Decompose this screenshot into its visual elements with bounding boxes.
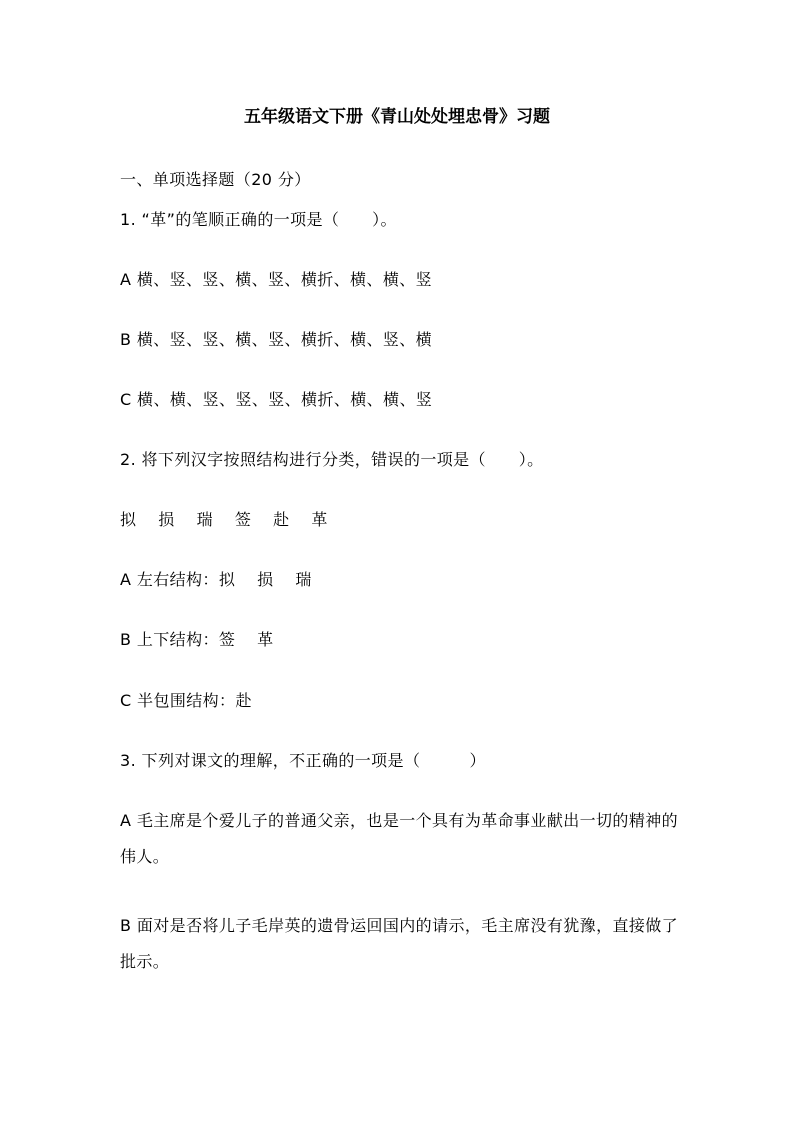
question-3-option-a: A 毛主席是个爱儿子的普通父亲，也是一个具有为革命事业献出一切的精神的伟人。 [120,811,679,866]
question-2-characters: 拟 损 瑞 签 赴 革 [120,510,328,529]
question-2-stem: 2. 将下列汉字按照结构进行分类，错误的一项是（ ）。 [120,450,544,469]
page-title: 五年级语文下册《青山处处埋忠骨》习题 [244,107,550,127]
question-2-option-a: A 左右结构：拟 损 瑞 [120,570,312,589]
question-1-option-c: C 横、横、竖、竖、竖、横折、横、横、竖 [120,390,433,409]
question-2-option-c: C 半包围结构：赴 [120,691,252,710]
question-1-option-b: B 横、竖、竖、横、竖、横折、横、竖、横 [120,330,433,349]
question-1-option-a: A 横、竖、竖、横、竖、横折、横、横、竖 [120,270,433,289]
question-1-stem: 1. “革”的笔顺正确的一项是（ ）。 [120,210,397,229]
section-heading: 一、单项选择题（20 分） [120,170,311,189]
question-2-option-b: B 上下结构：签 革 [120,630,274,649]
question-3-stem: 3. 下列对课文的理解，不正确的一项是（ ） [120,751,486,770]
question-3-option-b: B 面对是否将儿子毛岸英的遗骨运回国内的请示，毛主席没有犹豫，直接做了批示。 [120,916,679,971]
